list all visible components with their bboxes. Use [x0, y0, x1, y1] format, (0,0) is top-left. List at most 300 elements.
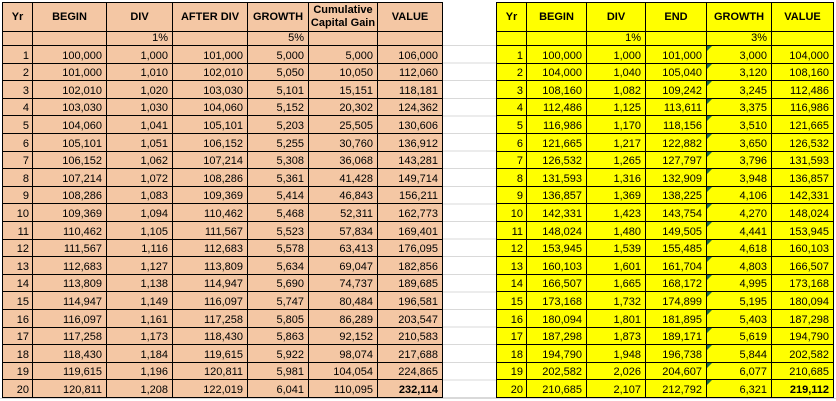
data-cell[interactable]	[378, 327, 443, 345]
data-cell[interactable]	[33, 327, 107, 345]
year-cell[interactable]	[497, 327, 527, 345]
year-cell[interactable]	[3, 116, 33, 134]
data-cell[interactable]	[378, 151, 443, 169]
data-cell[interactable]	[772, 274, 834, 292]
header-cell-growth[interactable]: GROWTH	[707, 3, 772, 32]
year-cell[interactable]	[3, 81, 33, 99]
cell-text: 111,567	[63, 243, 102, 256]
year-cell[interactable]	[497, 257, 527, 275]
data-cell[interactable]	[248, 186, 309, 204]
data-cell[interactable]	[587, 46, 646, 64]
year-cell[interactable]	[497, 362, 527, 380]
cell-text: 114,947	[204, 278, 243, 291]
data-cell[interactable]	[587, 116, 646, 134]
year-cell[interactable]	[497, 81, 527, 99]
year-cell[interactable]	[3, 292, 33, 310]
data-cell[interactable]	[33, 292, 107, 310]
data-cell[interactable]	[527, 186, 587, 204]
data-cell[interactable]	[33, 186, 107, 204]
data-cell[interactable]	[248, 46, 309, 64]
data-cell[interactable]	[33, 380, 107, 398]
data-cell[interactable]	[707, 98, 772, 116]
header-cell-div[interactable]: DIV	[107, 3, 173, 32]
data-cell[interactable]	[772, 345, 834, 363]
data-cell[interactable]	[646, 186, 707, 204]
year-cell[interactable]	[3, 204, 33, 222]
header-row	[497, 3, 834, 32]
cell-text: 5,255	[276, 137, 304, 150]
data-cell[interactable]	[707, 186, 772, 204]
data-cell[interactable]	[33, 204, 107, 222]
data-cell[interactable]	[707, 169, 772, 187]
data-cell[interactable]	[309, 133, 378, 151]
growth-rate-cell[interactable]: 5%	[248, 32, 309, 46]
data-cell[interactable]	[107, 186, 173, 204]
data-cell[interactable]	[527, 204, 587, 222]
data-cell[interactable]	[707, 151, 772, 169]
year-cell[interactable]	[3, 169, 33, 187]
data-cell[interactable]	[378, 204, 443, 222]
data-cell[interactable]	[772, 81, 834, 99]
data-cell[interactable]	[527, 274, 587, 292]
year-cell[interactable]	[3, 257, 33, 275]
data-cell[interactable]	[173, 257, 248, 275]
data-cell[interactable]	[309, 362, 378, 380]
data-cell[interactable]	[772, 257, 834, 275]
data-cell[interactable]	[33, 169, 107, 187]
year-cell[interactable]	[3, 345, 33, 363]
empty-cell[interactable]	[378, 32, 443, 46]
data-cell[interactable]	[248, 98, 309, 116]
data-cell[interactable]	[173, 81, 248, 99]
data-cell[interactable]	[107, 239, 173, 257]
year-cell[interactable]	[3, 362, 33, 380]
data-cell[interactable]	[707, 46, 772, 64]
data-cell[interactable]	[587, 98, 646, 116]
data-cell[interactable]	[646, 362, 707, 380]
year-cell[interactable]	[497, 186, 527, 204]
data-cell[interactable]	[772, 46, 834, 64]
data-cell[interactable]	[173, 380, 248, 398]
data-cell[interactable]	[707, 133, 772, 151]
data-cell[interactable]	[646, 327, 707, 345]
data-cell[interactable]	[378, 274, 443, 292]
data-cell[interactable]	[527, 98, 587, 116]
data-cell[interactable]	[309, 327, 378, 345]
data-cell[interactable]	[309, 239, 378, 257]
year-cell[interactable]	[497, 63, 527, 81]
data-cell[interactable]	[646, 309, 707, 327]
data-cell[interactable]	[587, 292, 646, 310]
data-cell[interactable]	[309, 186, 378, 204]
data-cell[interactable]	[772, 239, 834, 257]
year-cell[interactable]	[3, 63, 33, 81]
data-cell[interactable]	[33, 46, 107, 64]
data-cell[interactable]	[33, 116, 107, 134]
data-cell[interactable]	[248, 327, 309, 345]
data-cell[interactable]	[309, 274, 378, 292]
header-cell-value[interactable]: VALUE	[378, 3, 443, 32]
year-cell[interactable]	[497, 380, 527, 398]
data-cell[interactable]	[248, 292, 309, 310]
data-cell[interactable]	[646, 345, 707, 363]
data-cell[interactable]	[378, 81, 443, 99]
empty-cell[interactable]	[646, 32, 707, 46]
data-cell[interactable]	[707, 81, 772, 99]
data-cell[interactable]	[33, 151, 107, 169]
data-cell[interactable]	[378, 46, 443, 64]
empty-cell[interactable]	[527, 32, 587, 46]
data-cell[interactable]	[33, 98, 107, 116]
year-cell[interactable]	[497, 133, 527, 151]
data-cell[interactable]	[309, 380, 378, 398]
cell-text: 10	[510, 207, 523, 220]
data-cell[interactable]	[527, 81, 587, 99]
data-cell[interactable]	[107, 380, 173, 398]
data-cell[interactable]	[527, 292, 587, 310]
year-cell[interactable]	[497, 151, 527, 169]
data-cell[interactable]	[33, 81, 107, 99]
data-cell[interactable]	[707, 257, 772, 275]
cell-text: 127,797	[662, 155, 702, 168]
data-cell[interactable]	[173, 63, 248, 81]
data-cell[interactable]	[173, 46, 248, 64]
header-cell-begin[interactable]: BEGIN	[33, 3, 107, 32]
data-cell[interactable]	[33, 221, 107, 239]
data-cell[interactable]	[772, 327, 834, 345]
data-cell[interactable]	[707, 327, 772, 345]
data-cell[interactable]	[587, 380, 646, 398]
data-cell[interactable]	[107, 345, 173, 363]
data-cell[interactable]	[378, 309, 443, 327]
data-cell[interactable]	[309, 169, 378, 187]
data-cell[interactable]	[173, 169, 248, 187]
year-cell[interactable]	[497, 274, 527, 292]
data-cell[interactable]	[707, 239, 772, 257]
data-cell[interactable]	[587, 362, 646, 380]
data-cell[interactable]	[378, 380, 443, 398]
empty-cell[interactable]	[497, 32, 527, 46]
header-cell-end[interactable]: END	[646, 3, 707, 32]
data-cell[interactable]	[772, 380, 834, 398]
data-cell[interactable]	[107, 274, 173, 292]
data-cell[interactable]	[107, 309, 173, 327]
data-cell[interactable]	[173, 309, 248, 327]
data-cell[interactable]	[378, 133, 443, 151]
data-cell[interactable]	[173, 151, 248, 169]
data-cell[interactable]	[33, 345, 107, 363]
data-cell[interactable]	[248, 380, 309, 398]
data-cell[interactable]	[772, 169, 834, 187]
data-cell[interactable]	[646, 151, 707, 169]
data-cell[interactable]	[527, 116, 587, 134]
data-cell[interactable]	[707, 362, 772, 380]
table-row	[3, 221, 443, 239]
data-cell[interactable]	[772, 186, 834, 204]
data-cell[interactable]	[33, 309, 107, 327]
data-cell[interactable]	[309, 292, 378, 310]
growth-rate-cell[interactable]: 3%	[707, 32, 772, 46]
data-cell[interactable]	[707, 292, 772, 310]
empty-cell[interactable]	[772, 32, 834, 46]
data-cell[interactable]	[707, 345, 772, 363]
year-cell[interactable]	[497, 46, 527, 64]
data-cell[interactable]	[707, 380, 772, 398]
data-cell[interactable]	[772, 292, 834, 310]
data-cell[interactable]	[248, 151, 309, 169]
data-cell[interactable]	[646, 169, 707, 187]
data-cell[interactable]	[107, 362, 173, 380]
data-cell[interactable]	[587, 327, 646, 345]
data-cell[interactable]	[646, 204, 707, 222]
data-cell[interactable]	[173, 327, 248, 345]
data-cell[interactable]	[107, 169, 173, 187]
year-cell[interactable]	[3, 380, 33, 398]
data-cell[interactable]	[772, 116, 834, 134]
data-cell[interactable]	[772, 309, 834, 327]
year-cell[interactable]	[3, 46, 33, 64]
data-cell[interactable]	[248, 63, 309, 81]
header-cell-begin[interactable]: BEGIN	[527, 3, 587, 32]
data-cell[interactable]	[378, 362, 443, 380]
data-cell[interactable]	[587, 169, 646, 187]
data-cell[interactable]	[707, 116, 772, 134]
data-cell[interactable]	[378, 292, 443, 310]
data-cell[interactable]	[107, 292, 173, 310]
data-cell[interactable]	[248, 169, 309, 187]
year-cell[interactable]	[497, 345, 527, 363]
data-cell[interactable]	[527, 380, 587, 398]
year-cell[interactable]	[497, 239, 527, 257]
data-cell[interactable]	[33, 239, 107, 257]
data-cell[interactable]	[309, 257, 378, 275]
data-cell[interactable]	[707, 204, 772, 222]
year-cell[interactable]	[3, 274, 33, 292]
data-cell[interactable]	[378, 257, 443, 275]
table-row	[3, 63, 443, 81]
data-cell[interactable]	[587, 63, 646, 81]
data-cell[interactable]	[772, 151, 834, 169]
year-cell[interactable]	[497, 204, 527, 222]
year-cell[interactable]	[3, 151, 33, 169]
data-cell[interactable]	[309, 345, 378, 363]
header-cell-growth[interactable]: GROWTH	[248, 3, 309, 32]
data-cell[interactable]	[587, 151, 646, 169]
data-cell[interactable]	[248, 116, 309, 134]
data-cell[interactable]	[772, 63, 834, 81]
data-cell[interactable]	[378, 98, 443, 116]
cell-text: 9	[22, 190, 29, 203]
data-cell[interactable]	[309, 81, 378, 99]
data-cell[interactable]	[309, 116, 378, 134]
data-cell[interactable]	[173, 292, 248, 310]
data-cell[interactable]	[646, 81, 707, 99]
data-cell[interactable]	[107, 257, 173, 275]
data-cell[interactable]	[527, 239, 587, 257]
data-cell[interactable]	[772, 133, 834, 151]
data-cell[interactable]	[248, 239, 309, 257]
data-cell[interactable]	[646, 292, 707, 310]
div-rate-cell[interactable]: 1%	[107, 32, 173, 46]
data-cell[interactable]	[173, 221, 248, 239]
data-cell[interactable]	[107, 221, 173, 239]
year-cell[interactable]	[3, 186, 33, 204]
data-cell[interactable]	[707, 309, 772, 327]
data-cell[interactable]	[646, 239, 707, 257]
data-cell[interactable]	[646, 116, 707, 134]
data-cell[interactable]	[107, 46, 173, 64]
data-cell[interactable]	[173, 345, 248, 363]
data-cell[interactable]	[378, 239, 443, 257]
cell-text: 1,149	[140, 295, 168, 308]
data-cell[interactable]	[248, 309, 309, 327]
header-cell-yr[interactable]: Yr	[3, 3, 33, 32]
data-cell[interactable]	[309, 151, 378, 169]
year-cell[interactable]	[497, 169, 527, 187]
cell-text: 1,030	[140, 102, 168, 115]
data-cell[interactable]	[527, 63, 587, 81]
data-cell[interactable]	[33, 63, 107, 81]
data-cell[interactable]	[248, 345, 309, 363]
data-cell[interactable]	[587, 257, 646, 275]
year-cell[interactable]	[3, 133, 33, 151]
data-cell[interactable]	[173, 116, 248, 134]
data-cell[interactable]	[107, 204, 173, 222]
data-cell[interactable]	[107, 116, 173, 134]
data-cell[interactable]	[248, 81, 309, 99]
data-cell[interactable]	[527, 151, 587, 169]
data-cell[interactable]	[587, 133, 646, 151]
data-cell[interactable]	[646, 257, 707, 275]
data-cell[interactable]	[646, 63, 707, 81]
div-rate-cell[interactable]: 1%	[587, 32, 646, 46]
data-cell[interactable]	[248, 133, 309, 151]
data-cell[interactable]	[772, 221, 834, 239]
data-cell[interactable]	[309, 98, 378, 116]
year-cell[interactable]	[3, 221, 33, 239]
data-cell[interactable]	[173, 274, 248, 292]
data-cell[interactable]	[646, 46, 707, 64]
data-cell[interactable]	[527, 169, 587, 187]
year-cell[interactable]	[3, 309, 33, 327]
data-cell[interactable]	[587, 204, 646, 222]
year-cell[interactable]	[497, 309, 527, 327]
empty-cell[interactable]	[3, 32, 33, 46]
empty-cell[interactable]	[173, 32, 248, 46]
data-cell[interactable]	[527, 133, 587, 151]
cell-text: 126,532	[542, 155, 582, 168]
data-cell[interactable]	[107, 327, 173, 345]
data-cell[interactable]	[707, 221, 772, 239]
data-cell[interactable]	[173, 98, 248, 116]
data-cell[interactable]	[527, 257, 587, 275]
data-cell[interactable]	[646, 133, 707, 151]
data-cell[interactable]	[527, 345, 587, 363]
year-cell[interactable]	[3, 239, 33, 257]
data-cell[interactable]	[248, 221, 309, 239]
data-cell[interactable]	[772, 362, 834, 380]
year-cell[interactable]	[3, 98, 33, 116]
data-cell[interactable]	[587, 309, 646, 327]
header-cell-after-div[interactable]: AFTER DIV	[173, 3, 248, 32]
data-cell[interactable]	[107, 151, 173, 169]
data-cell[interactable]	[107, 81, 173, 99]
data-cell[interactable]	[378, 116, 443, 134]
data-cell[interactable]	[173, 133, 248, 151]
data-cell[interactable]	[309, 221, 378, 239]
data-cell[interactable]	[587, 274, 646, 292]
data-cell[interactable]	[248, 204, 309, 222]
data-cell[interactable]	[107, 63, 173, 81]
data-cell[interactable]	[33, 362, 107, 380]
data-cell[interactable]	[527, 309, 587, 327]
data-cell[interactable]	[378, 169, 443, 187]
data-cell[interactable]	[587, 186, 646, 204]
data-cell[interactable]	[107, 98, 173, 116]
data-cell[interactable]	[33, 133, 107, 151]
header-cell-value[interactable]: VALUE	[772, 3, 834, 32]
header-cell-cumulative-capital-gain[interactable]: Cumulative Capital Gain	[309, 3, 378, 32]
cell-text: 98,074	[339, 348, 373, 361]
header-cell-yr[interactable]: Yr	[497, 3, 527, 32]
data-cell[interactable]	[527, 46, 587, 64]
header-cell-div[interactable]: DIV	[587, 3, 646, 32]
data-cell[interactable]	[309, 46, 378, 64]
data-cell[interactable]	[646, 380, 707, 398]
year-cell[interactable]	[497, 98, 527, 116]
data-cell[interactable]	[527, 327, 587, 345]
data-cell[interactable]	[33, 274, 107, 292]
data-cell[interactable]	[587, 221, 646, 239]
data-cell[interactable]	[173, 362, 248, 380]
data-cell[interactable]	[248, 274, 309, 292]
data-cell[interactable]	[707, 274, 772, 292]
data-cell[interactable]	[527, 221, 587, 239]
year-cell[interactable]	[497, 292, 527, 310]
empty-cell[interactable]	[33, 32, 107, 46]
cell-text: 3,245	[739, 84, 767, 97]
data-cell[interactable]	[587, 239, 646, 257]
data-cell[interactable]	[378, 186, 443, 204]
data-cell[interactable]	[248, 257, 309, 275]
data-cell[interactable]	[772, 204, 834, 222]
data-cell[interactable]	[173, 239, 248, 257]
data-cell[interactable]	[33, 257, 107, 275]
data-cell[interactable]	[248, 362, 309, 380]
data-cell[interactable]	[309, 309, 378, 327]
data-cell[interactable]	[646, 274, 707, 292]
data-cell[interactable]	[707, 63, 772, 81]
data-cell[interactable]	[173, 204, 248, 222]
year-cell[interactable]	[497, 116, 527, 134]
data-cell[interactable]	[587, 345, 646, 363]
data-cell[interactable]	[378, 345, 443, 363]
data-cell[interactable]	[772, 98, 834, 116]
data-cell[interactable]	[646, 98, 707, 116]
data-cell[interactable]	[173, 186, 248, 204]
data-cell[interactable]	[309, 204, 378, 222]
data-cell[interactable]	[107, 133, 173, 151]
data-cell[interactable]	[309, 63, 378, 81]
data-cell[interactable]	[587, 81, 646, 99]
year-cell[interactable]	[497, 221, 527, 239]
data-cell[interactable]	[378, 221, 443, 239]
year-cell[interactable]	[3, 327, 33, 345]
data-cell[interactable]	[378, 63, 443, 81]
data-cell[interactable]	[646, 221, 707, 239]
empty-cell[interactable]	[309, 32, 378, 46]
data-cell[interactable]	[527, 362, 587, 380]
